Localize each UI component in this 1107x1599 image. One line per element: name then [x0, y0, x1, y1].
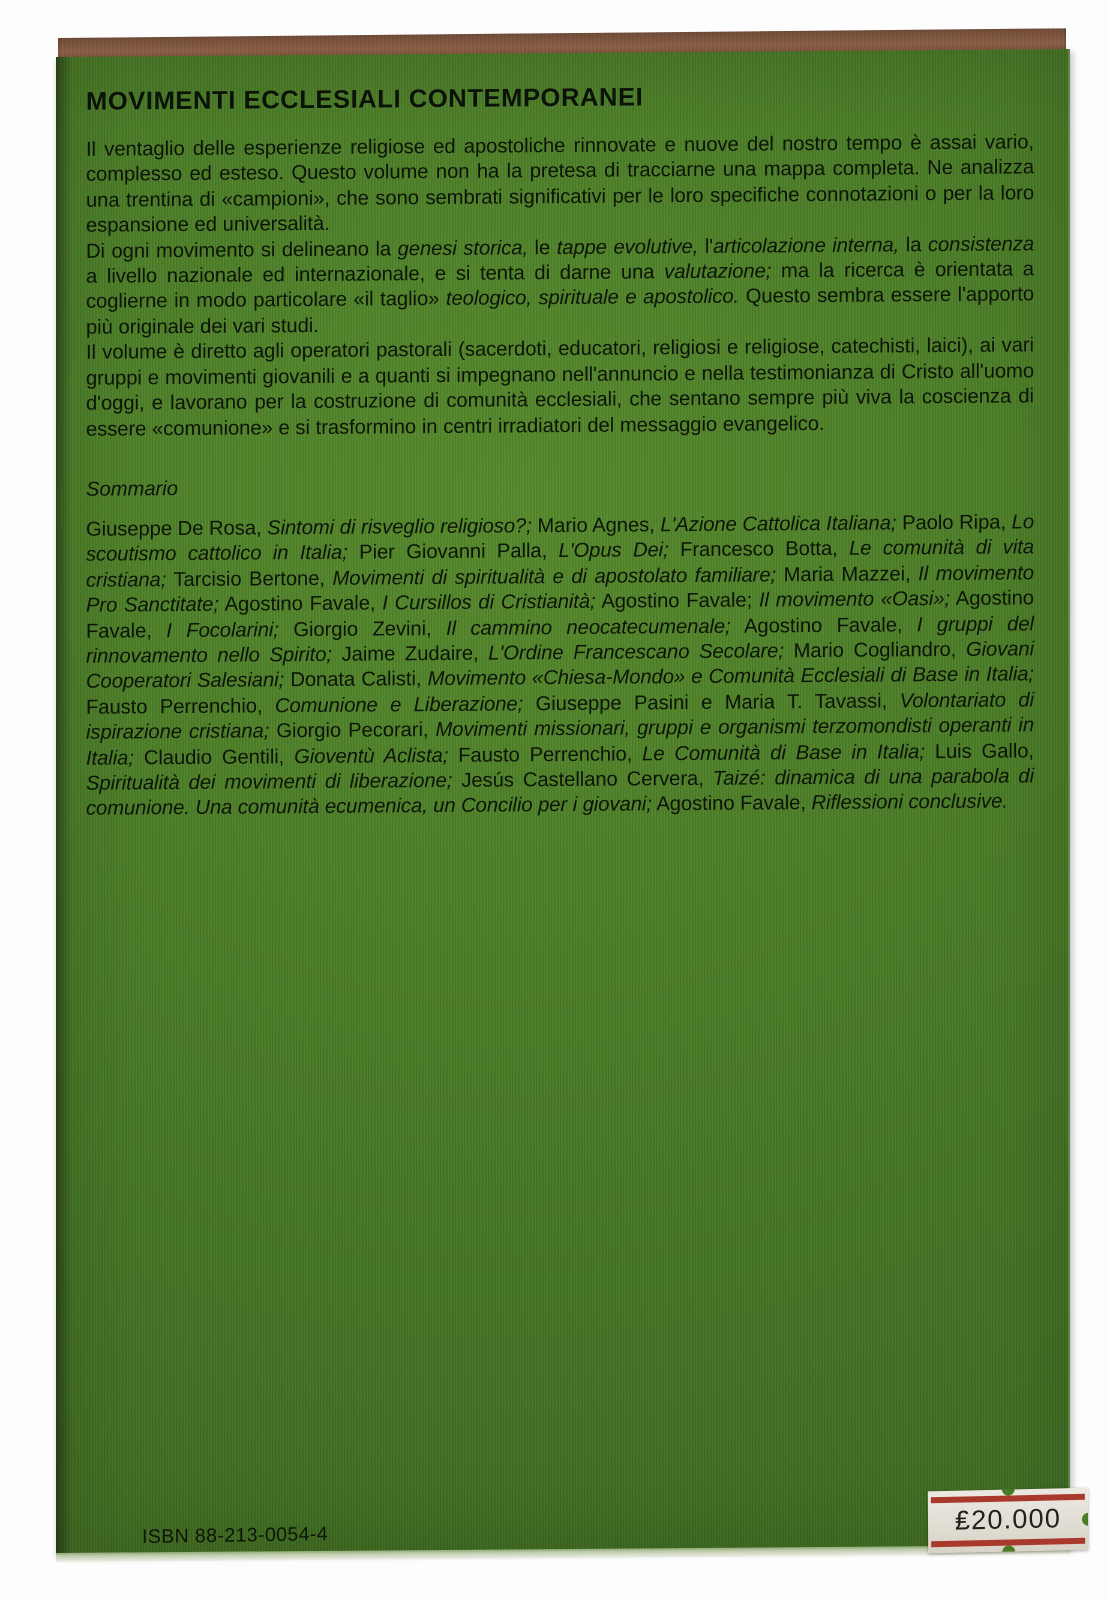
sommario-entry-title: Taizé: dinamica di una parabola di comunione. Una comunità ecumenica, un Concilio per i giovani; — [86, 765, 1035, 821]
blurb-emphasis: tappe evolutive, — [556, 235, 699, 259]
sommario-entry-author: Pier Giovanni Palla, — [359, 540, 559, 564]
sommario-entry-title: Spiritualità dei movimenti di liberazione; — [86, 769, 453, 795]
sommario-entry-author: Tarcisio Bertone, — [173, 567, 333, 591]
blurb-emphasis: consistenza — [927, 232, 1034, 256]
blurb-emphasis: teologico, spirituale e apostolico. — [445, 286, 740, 311]
sommario-entry-author: Jesús Castellano Cervera, — [461, 767, 713, 792]
sommario-entry-author: Claudio Gentili, — [143, 745, 295, 769]
sommario-entry-author: Giorgio Pecorari, — [276, 719, 436, 743]
sommario-entry-title: Volontariato di ispirazione cristiana; — [86, 689, 1034, 744]
sommario-entry-author: Mario Cogliandro, — [793, 638, 966, 663]
sommario-entry-author: Paolo Ripa, — [902, 511, 1012, 535]
blurb-run: a livello nazionale ed internazionale, e si tenta di darne una — [86, 261, 665, 288]
sommario-entry-title: Lo scoutismo cattolico in Italia; — [86, 511, 1035, 567]
sommario-entry-author: Donata Calisti, — [290, 668, 428, 692]
blurb-run: Di ogni movimento si delineano la — [86, 237, 398, 263]
sommario-entry-author: Fausto Perrenchio, — [458, 742, 643, 767]
sommario-entry-author: Francesco Botta, — [680, 538, 850, 562]
sommario-entry-author: Agostino Favale; — [601, 589, 759, 613]
sommario-entry-author: Luis Gallo, — [934, 739, 1034, 763]
sommario-entry-title: Il movimento Pro Sanctitate; — [86, 562, 1034, 617]
sommario-entry-list — [86, 510, 1034, 822]
isbn-text: ISBN 88-213-0054-4 — [142, 1523, 329, 1549]
blurb-run: la — [899, 233, 928, 257]
sommario-entry-author: Giorgio Zevini, — [293, 617, 447, 641]
sommario-entry-title: Movimenti di spiritualità e di apostolato familiare; — [332, 564, 777, 590]
sommario-entry-title: L'Ordine Francescano Secolare; — [488, 640, 784, 665]
sommario-entry-title: L'Opus Dei; — [558, 539, 669, 563]
sommario-entry-title: Gioventù Aclista; — [294, 744, 449, 768]
sommario-entry-author: Giuseppe De Rosa, — [86, 517, 268, 541]
blurb-run: le — [528, 236, 557, 259]
sommario-entry-author: Agostino Favale, — [86, 587, 1034, 643]
sommario-entry-author: Mario Agnes, — [537, 514, 661, 538]
sommario-entry-title: Le comunità di vita cristiana; — [86, 536, 1035, 592]
sommario-heading: Sommario — [86, 477, 178, 501]
sommario-entry-author: Maria Mazzei, — [783, 562, 919, 587]
blurb-run: l' — [698, 235, 714, 258]
blurb-paragraph-2 — [86, 232, 1034, 341]
sommario-entry-title: L'Azione Cattolica Italiana; — [660, 512, 897, 537]
back-cover-content — [86, 80, 1034, 822]
sommario-entry-author: Agostino Favale, — [744, 613, 917, 638]
sommario-entry-title: Il movimento «Oasi»; — [758, 588, 951, 612]
sommario-entry-author: Fausto Perrenchio, — [86, 695, 275, 719]
sommario-entry-title: I Cursillos di Cristianità; — [382, 590, 596, 615]
sommario-entry-title: Movimenti missionari, gruppi e organismi terzomondisti operanti in Italia; — [86, 714, 1034, 770]
book-title: MOVIMENTI ECCLESIALI CONTEMPORANEI — [86, 83, 644, 116]
sommario-entry-title: Le Comunità di Base in Italia; — [642, 740, 925, 765]
price-sticker — [928, 1488, 1088, 1554]
blurb-emphasis: valutazione; — [664, 260, 772, 284]
sommario-entry-author: Agostino Favale, — [224, 592, 383, 616]
blurb-run: Questo sembra essere l'apporto più originale dei vari studi. — [86, 283, 1035, 339]
blurb-paragraph-1: Il ventaglio delle esperienze religiose ed apostoliche rinnovate e nuove del nostro tempo è assai vario, complesso ed esteso. Questo volume non ha la pretesa di tracciarne una mappa completa. Ne analizza una trentina di «campioni», che sono sembrati significativi per le loro specifiche connotazioni o per la loro espansione ed universalità. — [86, 131, 1034, 238]
book-back-cover — [56, 49, 1070, 1555]
cover-right-edge — [1068, 49, 1074, 1547]
sommario-entry-title: Giovani Cooperatori Salesiani; — [86, 638, 1035, 694]
blurb-emphasis: articolazione interna, — [713, 234, 900, 258]
price-value: ₤20.000 — [954, 1503, 1062, 1536]
sommario-entry-title: I Focolarini; — [166, 618, 279, 642]
sommario-entry-title: Riflessioni conclusive. — [811, 790, 1008, 815]
sommario-entry-author: Jaime Zudaire, — [341, 642, 489, 666]
blurb-run: ma la ricerca è orientata a coglierne in modo particolare «il taglio» — [86, 258, 1034, 314]
spine-shadow — [56, 57, 72, 1555]
sommario-entry-author: Giuseppe Pasini e Maria T. Tavassi, — [535, 690, 900, 715]
blurb-paragraph-3: Il volume è diretto agli operatori pastorali (sacerdoti, educatori, religiosi e religiose, catechisti, laici), ai vari gruppi e movimenti giovanili e a quanti si impegnano nell'annuncio e nella testimonianza di Cristo all'uomo d'oggi, e lavorano per la costruzione di comunità ecclesiali, che sentano sempre più viva la coscienza di essere «comunione» e si trasformino in centri irradiatori del messaggio evangelico. — [86, 334, 1034, 441]
sommario-entry-title: Comunione e Liberazione; — [274, 693, 524, 718]
blurb-emphasis: genesi storica, — [397, 236, 529, 260]
sommario-entry-title: Movimento «Chiesa-Mondo» e Comunità Ecclesiali di Base in Italia; — [427, 663, 1034, 691]
sommario-entry-title: Sintomi di risveglio religioso?; — [267, 515, 532, 540]
sommario-entry-title: I gruppi del rinnovamento nello Spirito; — [86, 612, 1034, 668]
sommario-entry-title: Il cammino neocatecumenale; — [446, 615, 731, 640]
sommario-entry-author: Agostino Favale, — [656, 792, 812, 816]
